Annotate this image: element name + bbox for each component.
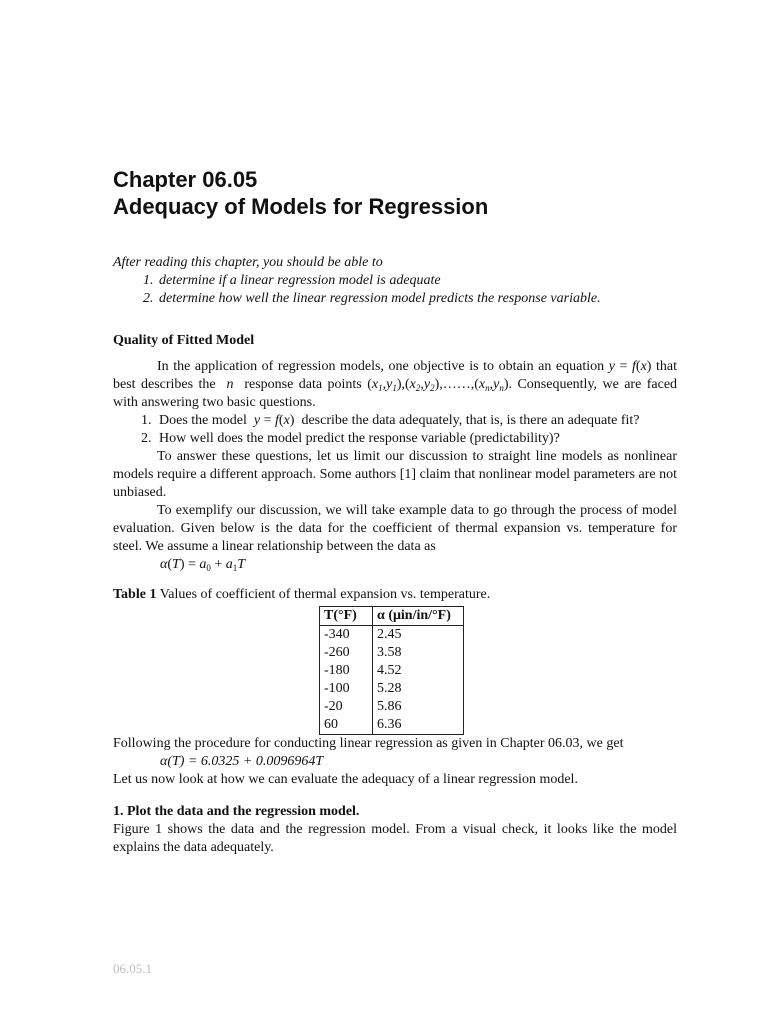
table-header-cell: T(°F) [320, 607, 373, 626]
table-caption [113, 586, 677, 604]
temperature-cell: -20 [320, 698, 373, 716]
temperature-cell: -340 [320, 626, 373, 645]
paragraph-text: Consequently, we are faced with answering two basic questions. [113, 377, 678, 410]
table-caption-text: Values of coefficient of thermal expansion vs. temperature. [159, 587, 491, 602]
objective-item: 1. determine if a linear regression model is adequate [157, 272, 683, 290]
model-equation: $\alpha(T) = a_0 + a_1T$ [160, 557, 246, 573]
paragraph-evaluate: Let us now look at how we can evaluate the adequacy of a linear regression model. [113, 772, 578, 787]
objectives-list [113, 272, 683, 308]
question-item [155, 412, 677, 430]
paragraph-figure: Figure 1 shows the data and the regression model. From a visual check, it looks like the model explains the data adequately. [113, 822, 677, 855]
alpha-cell: 4.52 [373, 662, 464, 680]
chapter-title: Adequacy of Models for Regression [113, 194, 489, 219]
table-row [320, 716, 464, 735]
objective-item: 2. determine how well the linear regression model predicts the response variable. [157, 290, 683, 308]
data-points-notation: $(x_1,y_1),(x_2,y_2),\dots\dots,(x_n,y_n)$ [367, 377, 509, 393]
objectives-intro: After reading this chapter, you should be able to [113, 255, 383, 270]
question-text: describe the data adequately, that is, is there an adequate fit? [301, 413, 640, 428]
table-row [320, 626, 464, 645]
data-table [319, 606, 464, 735]
table-body [320, 626, 464, 735]
temperature-cell: -260 [320, 644, 373, 662]
question-item: 2. How well does the model predict the response variable (predictability)? [155, 430, 677, 448]
paragraph-followup: Following the procedure for conducting linear regression as given in Chapter 06.03, we get [113, 736, 624, 751]
page-number: 06.05.1 [113, 961, 152, 976]
questions-list [113, 412, 677, 448]
alpha-cell: 5.28 [373, 680, 464, 698]
chapter-heading [113, 166, 488, 220]
table-label: Table 1 [113, 587, 157, 602]
table-row [320, 698, 464, 716]
table-row [320, 644, 464, 662]
temperature-cell: 60 [320, 716, 373, 735]
section-title-quality: Quality of Fitted Model [113, 333, 255, 348]
alpha-cell: 2.45 [373, 626, 464, 645]
paragraph-text: In the application of regression models, one objective is to obtain an equation [157, 359, 605, 374]
main-body [113, 332, 677, 857]
paragraph-intro: In the application of regression models, one objective is to obtain an equation y = f(x) that best describes the n response data points $(x_1,y_1),(x_2,y_2),\dots\dots,(x_n,y_n)$. Consequently, we are faced with answering two basic questions. [113, 359, 678, 410]
paragraph-example: To exemplify our discussion, we will take example data to go through the process of model evaluation. Given below is the data for the coefficient of thermal expansion vs. temperature for steel. We assume a linear relationship between the data as [113, 503, 677, 554]
alpha-cell: 5.86 [373, 698, 464, 716]
alpha-cell: 6.36 [373, 716, 464, 735]
question-text: Does the model [159, 413, 247, 428]
equation-y-fx: y = f(x) [608, 359, 652, 374]
regression-equation: α(T) = 6.0325 + 0.0096964T [160, 754, 324, 769]
alpha-cell: 3.58 [373, 644, 464, 662]
section-title-plot: 1. Plot the data and the regression model. [113, 804, 360, 819]
temperature-cell: -180 [320, 662, 373, 680]
table-header-row [320, 607, 464, 626]
table-row [320, 662, 464, 680]
symbol-n: n [221, 377, 239, 392]
paragraph-text: that best describes the [113, 359, 678, 392]
paragraph-approach: To answer these questions, let us limit our discussion to straight line models as nonlinear models require a different approach. Some authors [1] claim that nonlinear model parameters are not unbiased. [113, 449, 677, 500]
chapter-number: Chapter 06.05 [113, 167, 258, 192]
learning-objectives [113, 254, 683, 308]
paragraph-text: response data points [244, 377, 362, 392]
table-row [320, 680, 464, 698]
temperature-cell: -100 [320, 680, 373, 698]
table-header-cell: α (μin/in/°F) [373, 607, 464, 626]
equation-y-fx: y = f(x) [250, 413, 295, 428]
